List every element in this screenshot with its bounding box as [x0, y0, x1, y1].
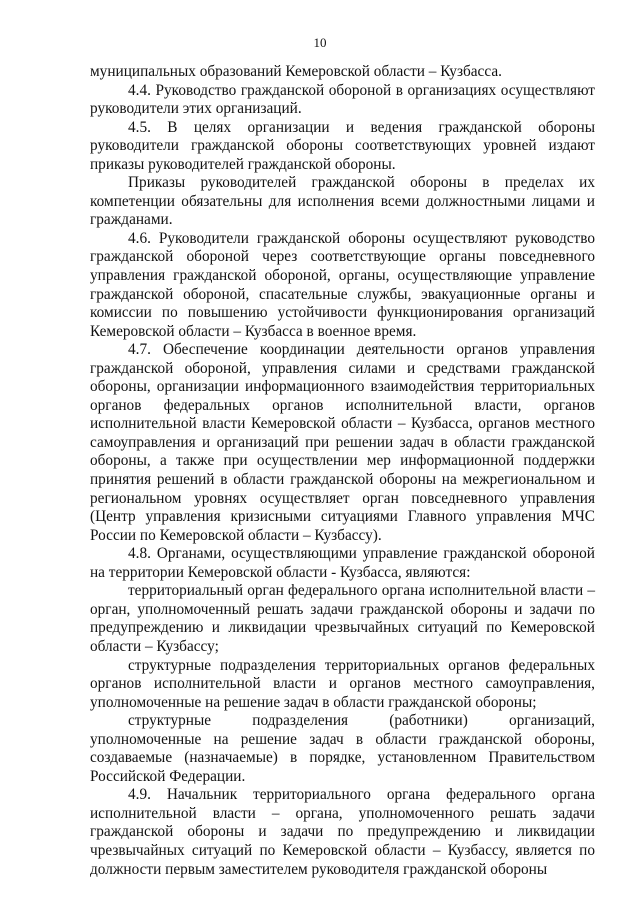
paragraph-orders: Приказы руководителей гражданской обороны в пределах их компетенции обязательны для исполнения всеми должностными лицами и гражданами.	[90, 174, 595, 229]
paragraph-4-7: 4.7. Обеспечение координации деятельности органов управления гражданской обороной, управления силами и средствами гражданской обороны, организации информационного взаимодействия территориальных органов федеральных органов исполнительной власти, органов исполнительной власти Кемеровской области – Кузбасса, органов местного самоуправления и организаций при решении задач в области гражданской обороны, а также при осуществлении мер информационной поддержки принятия решений в области гражданской обороны на межрегиональном и региональном уровнях осуществляет орган повседневного управления (Центр управления кризисными ситуациями Главного управления МЧС России по Кемеровской области – Кузбассу).	[90, 341, 595, 544]
paragraph-4-9: 4.9. Начальник территориального органа федерального органа исполнительной власти – органа, уполномоченного решать задачи гражданской обороны и задачи по предупреждению и ликвидации чрезвычайных ситуаций по Кемеровской области – Кузбассу, является по должности первым заместителем руководителя гражданской обороны	[90, 786, 595, 878]
list-item-structural-divisions: структурные подразделения территориальных органов федеральных органов исполнительной власти и органов местного самоуправления, уполномоченные на решение задач в области гражданской обороны;	[90, 656, 595, 711]
list-item-organization-divisions: структурные подразделения (работники) организаций, уполномоченные на решение задач в области гражданской обороны, создаваемые (назначаемые) в порядке, установленном Правительством Российской Федерации.	[90, 712, 595, 785]
document-body	[90, 63, 595, 879]
paragraph-4-5: 4.5. В целях организации и ведения гражданской обороны руководители гражданской обороны соответствующих уровней издают приказы руководителей гражданской обороны.	[90, 118, 595, 173]
paragraph-4-6: 4.6. Руководители гражданской обороны осуществляют руководство гражданской обороной через соответствующие органы повседневного управления гражданской обороной, органы, осуществляющие управление гражданской обороной, спасательные службы, эвакуационные органы и комиссии по повышению устойчивости функционирования организаций Кемеровской области – Кузбасса в военное время.	[90, 229, 595, 340]
list-item-territorial-body: территориальный орган федерального органа исполнительной власти – орган, уполномоченный решать задачи гражданской обороны и задачи по предупреждению и ликвидации чрезвычайных ситуаций по Кемеровской области – Кузбассу;	[90, 582, 595, 655]
paragraph-continuation: муниципальных образований Кемеровской области – Кузбасса.	[90, 63, 502, 80]
page-number: 10	[313, 35, 327, 50]
paragraph-4-8: 4.8. Органами, осуществляющими управление гражданской обороной на территории Кемеровской области - Кузбасса, являются:	[90, 545, 595, 581]
paragraph-4-4: 4.4. Руководство гражданской обороной в организациях осуществляют руководители этих организаций.	[90, 81, 595, 118]
